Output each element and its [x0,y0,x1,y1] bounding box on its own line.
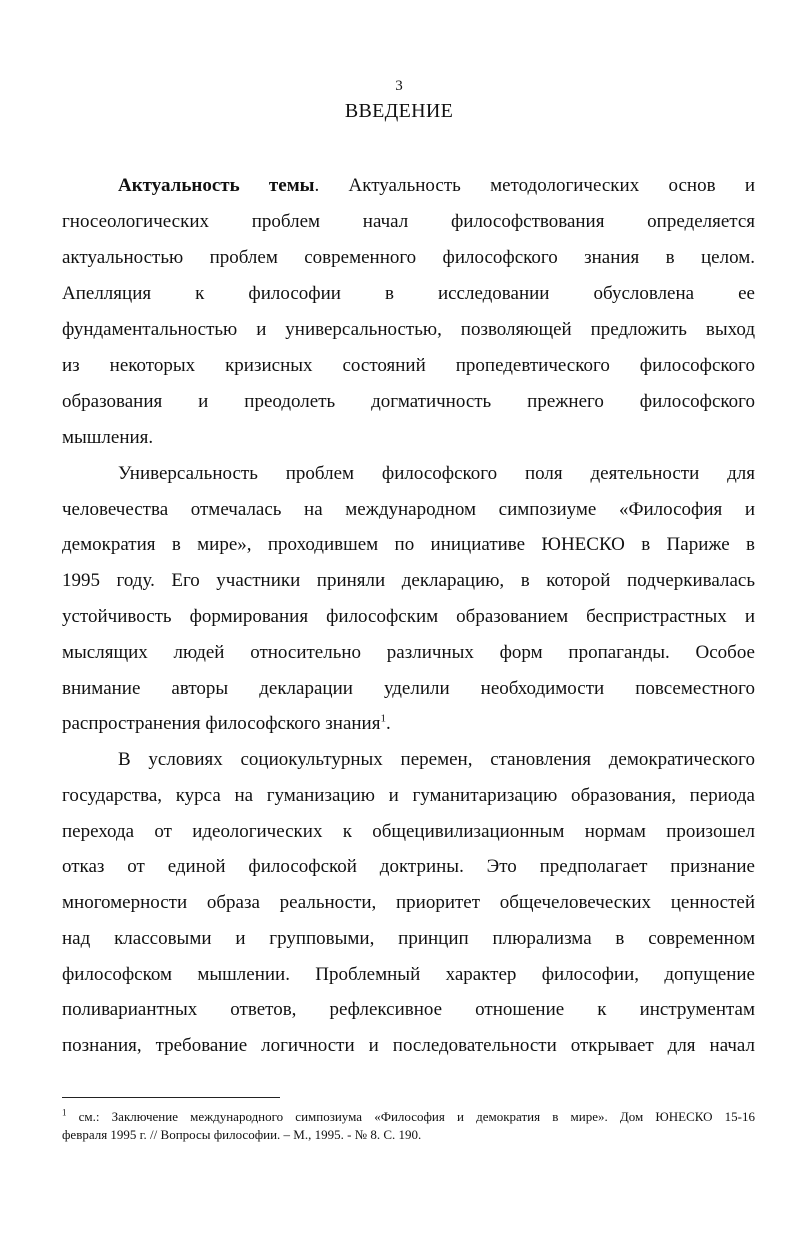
text-line: Апелляция к философии в исследовании обусловлена ее [62,283,755,304]
text-line: Универсальность проблем философского поля деятельности для [118,463,755,484]
text-line: познания, требование логичности и последовательности открывает для начал [62,1035,755,1056]
footnote-reference[interactable]: 1 [380,712,386,725]
text-line: философском мышлении. Проблемный характер философии, допущение [62,964,755,985]
text-line: фундаментальностью и универсальностью, позволяющей предложить выход [62,319,755,340]
text-line: из некоторых кризисных состояний пропедевтического философского [62,355,755,376]
text-line: демократия в мире», проходившем по инициативе ЮНЕСКО в Париже в [62,534,755,555]
footnote-line: февраля 1995 г. // Вопросы философии. – М., 1995. - № 8. С. 190. [62,1127,422,1142]
footnote-line: $^1$ см.: Заключение международного симпозиума «Философия и демократия в мире». Дом ЮНЕСКО 15-16 [62,1107,755,1124]
text-line: мышления. [62,427,154,448]
footnote-separator [62,1097,280,1098]
text-line: В условиях социокультурных перемен, становления демократического [118,749,755,770]
text-line: многомерности образа реальности, приоритет общечеловеческих ценностей [62,892,755,913]
footnote-marker: 1 [62,1107,67,1118]
section-heading: ВВЕДЕНИЕ [344,100,454,122]
text-line: Актуальность темы. Актуальность методологических основ и [118,175,755,196]
text-line: 1995 году. Его участники приняли декларацию, в которой подчеркивалась [62,570,755,591]
text-line: отказ от единой философской доктрины. Это предполагает признание [62,856,755,877]
text-line: распространения философского знания$^1$. [62,712,391,734]
text-line: мыслящих людей относительно различных форм пропаганды. Особое [62,642,755,663]
text-line: внимание авторы декларации уделили необходимости повсеместного [62,678,755,699]
text-line: государства, курса на гуманизацию и гуманитаризацию образования, периода [62,785,755,806]
text-line: человечества отмечалась на международном симпозиуме «Философия и [62,499,755,520]
text-line: актуальностью проблем современного философского знания в целом. [62,247,755,268]
text-line: устойчивость формирования философским образованием беспристрастных и [62,606,755,627]
text-line: поливариантных ответов, рефлексивное отношение к инструментам [62,999,755,1020]
text-line: образования и преодолеть догматичность прежнего философского [62,391,755,412]
text-line: гносеологических проблем начал философствования определяется [62,211,755,232]
page-number: 3 [395,78,403,94]
bold-lead: Актуальность темы [118,175,315,196]
text-line: над классовыми и групповыми, принцип плюрализма в современном [62,928,755,949]
text-line: перехода от идеологических к общецивилизационным нормам произошел [62,821,755,842]
